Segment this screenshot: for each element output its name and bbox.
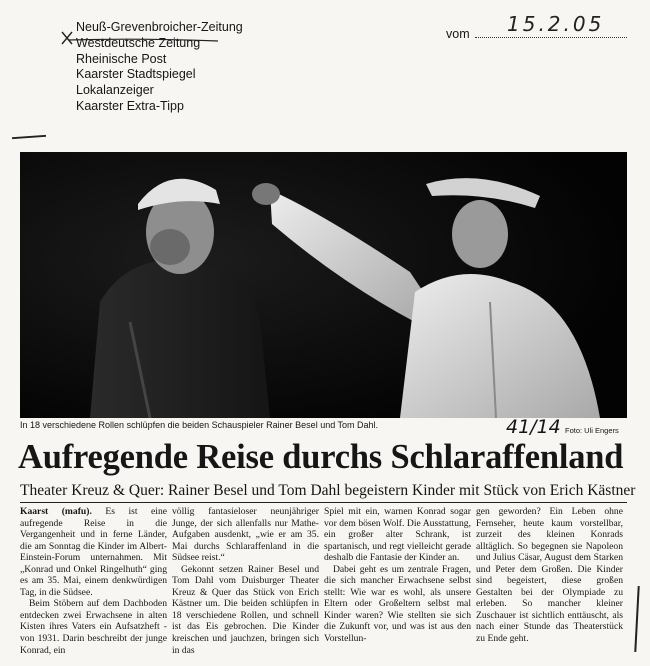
source-item: Rheinische Post bbox=[76, 51, 167, 66]
source-item: Westdeutsche Zeitung bbox=[76, 35, 201, 50]
article-paragraph: gen geworden? Ein Leben ohne Fernseher, heute kaum vorstellbar, zurzeit des kleinen Konrads alltäglich. So begegnen sie Napoleon und Julius Cäsar, August dem Starken und Peter dem Großen. Die Kinder sind begeistert, diese großen Gestalten bei der Olympiade zu erleben. So mancher kleiner Zuschauer ist sichtlich enttäuscht, als nach einer Stunde das Theaterstück zu Ende geht. bbox=[476, 506, 623, 645]
article-column-2 bbox=[172, 506, 319, 656]
article-subheadline: Theater Kreuz & Quer: Rainer Besel und Tom Dahl begeistern Kinder mit Stück von Erich Kästner bbox=[20, 482, 636, 499]
article-paragraph: Beim Stöbern auf dem Dachboden entdecken zwei Erwachsene in alten Kisten ihres Vaters ein Aufsatzheft - von 1931. Darin beschreibt der junge Konrad, ein bbox=[20, 598, 167, 656]
article-paragraph: Spiel mit ein, warnen Konrad sogar vor dem bösen Wolf. Die Ausstattung, ein großer alter Schrank, ist spartanisch, und regt vielleicht gerade deshalb die Fantasie der Kinder an. bbox=[324, 506, 471, 564]
source-item: Kaarster Extra-Tipp bbox=[76, 98, 184, 113]
date-label: vom bbox=[446, 27, 470, 41]
photo-credit: Foto: Uli Engers bbox=[565, 426, 619, 435]
article-column-4 bbox=[476, 506, 623, 645]
handwritten-archive-number: 41/14 bbox=[506, 416, 561, 438]
article-column-3 bbox=[324, 506, 471, 645]
handwritten-date: 15.2.05 bbox=[507, 12, 605, 36]
article-photo bbox=[20, 152, 627, 418]
handwritten-dash bbox=[12, 135, 46, 139]
source-item: Neuß-Grevenbroicher-Zeitung bbox=[76, 20, 243, 34]
source-item: Kaarster Stadtspiegel bbox=[76, 67, 196, 82]
dateline: Kaarst (mafu). bbox=[20, 506, 92, 517]
article-paragraph: Gekonnt setzen Rainer Besel und Tom Dahl vom Duisburger Theater Kreuz & Quer das Stück von Erich Kästner um. Die beiden schlüpfen in 18 verschiedene Rollen, und schnell ist das Eis gebrochen. Die Kinder kreischen und jauchzen, bringen sich in das bbox=[172, 563, 319, 656]
article-column-1 bbox=[20, 506, 167, 656]
date-dotted-line bbox=[475, 37, 627, 38]
handwritten-cross-mark bbox=[60, 28, 220, 48]
divider bbox=[20, 502, 627, 503]
source-item: Lokalanzeiger bbox=[76, 83, 154, 98]
photo-caption: In 18 verschiedene Rollen schlüpfen die beiden Schauspieler Rainer Besel und Tom Dahl. bbox=[20, 420, 379, 430]
article-paragraph: völlig fantasieloser neunjähriger Junge, der sich allenfalls nur Mathe-Aufgaben ausdenkt, „wie er am 35. Mai durchs Schlaraffenland in die Südsee reist.“ bbox=[172, 506, 319, 564]
handwritten-margin-mark bbox=[634, 586, 639, 652]
article-paragraph: Dabei geht es um zentrale Fragen, die sich mancher Erwachsene selbst stellt: Wie war es wohl, als unsere Eltern oder Großeltern selbst mal Kinder waren? Wie stellten sie sich die Zukunft vor, und was ist aus den Vorstellun- bbox=[324, 563, 471, 645]
article-headline: Aufregende Reise durchs Schlaraffenland bbox=[18, 438, 624, 476]
article-paragraph: Kaarst (mafu). Es ist eine aufregende Reise in die Vergangenheit und in ferne Länder, die am Sonntag die Kinder im Albert-Einstein-Forum unternahmen. Mit „Konrad und Onkel Ringelhuth“ ging es am 35. Mai, einem denkwürdigen Tag, in die Südsee. bbox=[20, 506, 167, 598]
